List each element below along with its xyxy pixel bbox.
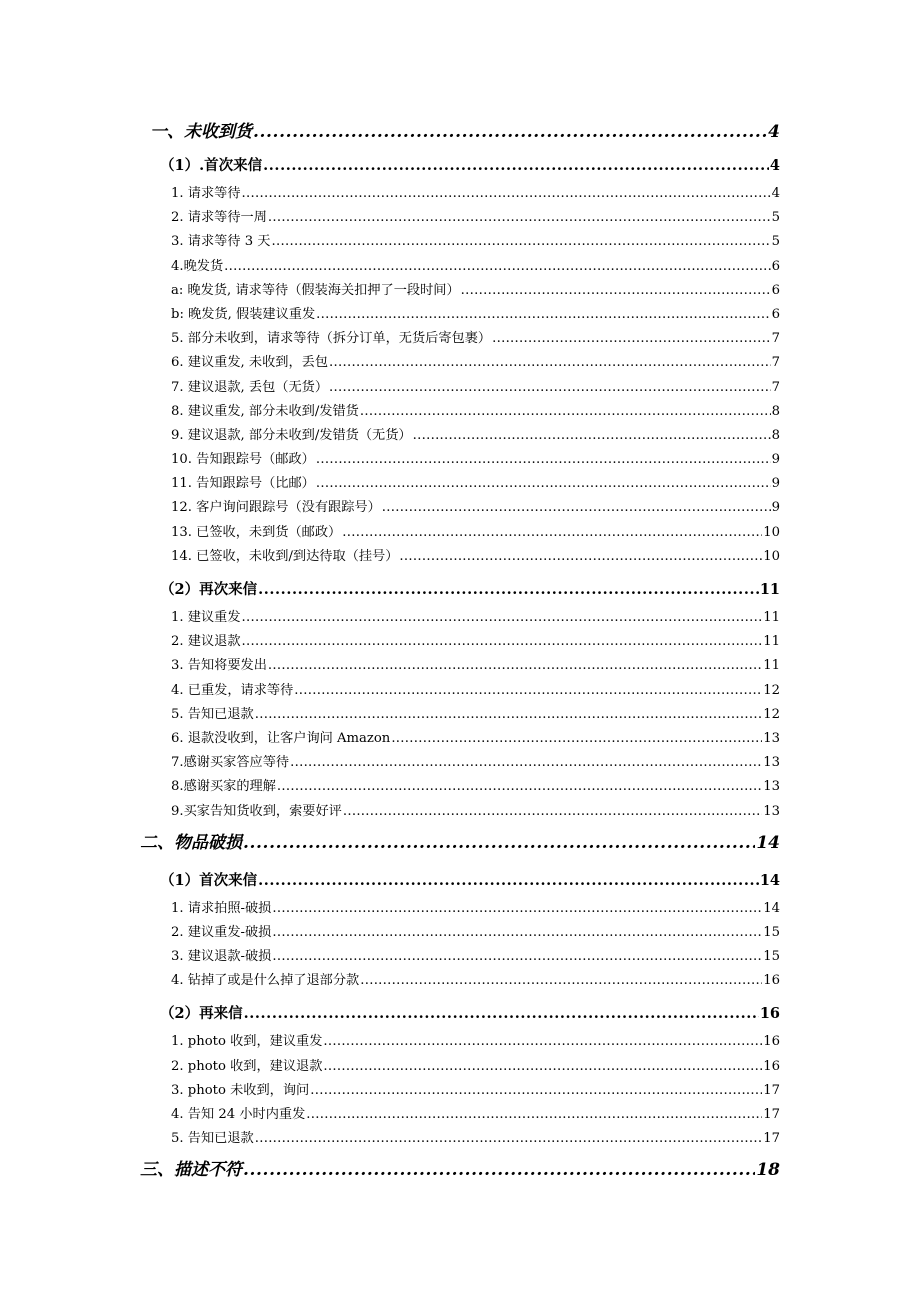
toc-item-entry[interactable] <box>140 703 780 727</box>
toc-entry-title: 9. 建议退款, 部分未收到/发错货（无货） <box>171 427 412 443</box>
toc-entry-page-number: 13 <box>763 779 780 795</box>
toc-entry-title: 6. 建议重发, 未收到，丢包 <box>171 355 329 371</box>
toc-entry-title: 2. photo 收到，建议退款 <box>171 1058 323 1074</box>
toc-dot-leader <box>329 376 771 400</box>
toc-entry-title: b: 晚发货, 假装建议重发 <box>171 306 316 322</box>
toc-entry-page-number: 16 <box>763 1034 780 1050</box>
toc-dot-leader <box>413 424 771 448</box>
toc-dot-leader <box>492 327 771 351</box>
toc-item-entry[interactable] <box>140 969 780 993</box>
toc-entry-page-number: 15 <box>763 924 780 940</box>
toc-item-entry[interactable] <box>140 921 780 945</box>
toc-entry-title: 三、描述不符 <box>140 1160 242 1181</box>
toc-item-entry[interactable] <box>140 472 780 496</box>
toc-section-entry[interactable] <box>140 149 780 182</box>
toc-entry-title: 3. 请求等待 3 天 <box>171 234 271 250</box>
toc-item-entry[interactable] <box>140 327 780 351</box>
toc-dot-leader <box>224 255 770 279</box>
toc-item-entry[interactable] <box>140 945 780 969</box>
toc-entry-title: （2）再次来信 <box>160 581 258 598</box>
toc-item-entry[interactable] <box>140 424 780 448</box>
toc-dot-leader <box>461 279 771 303</box>
toc-entry-page-number: 13 <box>763 730 780 746</box>
toc-section-entry[interactable] <box>140 573 780 606</box>
toc-entry-page-number: 13 <box>763 755 780 771</box>
toc-item-entry[interactable] <box>140 400 780 424</box>
toc-item-entry[interactable] <box>140 1079 780 1103</box>
toc-item-entry[interactable] <box>140 1055 780 1079</box>
toc-entry-page-number: 9 <box>771 476 780 492</box>
toc-dot-leader <box>290 751 762 775</box>
toc-dot-leader <box>258 573 759 606</box>
toc-entry-page-number: 4 <box>768 122 780 142</box>
toc-entry-title: 3. photo 未收到，询问 <box>171 1082 310 1098</box>
toc-dot-leader <box>316 303 770 327</box>
toc-item-entry[interactable] <box>140 545 780 569</box>
toc-dot-leader <box>255 703 763 727</box>
toc-entry-title: 4. 已重发，请求等待 <box>171 682 294 698</box>
toc-entry-title: 12. 客户询问跟踪号（没有跟踪号） <box>171 500 381 516</box>
toc-chapter-entry[interactable] <box>140 826 780 860</box>
toc-entry-page-number: 4 <box>769 157 780 174</box>
toc-entry-page-number: 6 <box>771 258 780 274</box>
toc-dot-leader <box>360 969 762 993</box>
toc-dot-leader <box>277 775 762 799</box>
toc-dot-leader <box>272 921 762 945</box>
toc-entry-title: 10. 告知跟踪号（邮政） <box>171 452 315 468</box>
toc-dot-leader <box>382 496 771 520</box>
toc-item-entry[interactable] <box>140 279 780 303</box>
toc-dot-leader <box>268 206 771 230</box>
toc-entry-page-number: 7 <box>771 379 780 395</box>
toc-item-entry[interactable] <box>140 230 780 254</box>
toc-entry-title: 1. 请求等待 <box>171 186 241 201</box>
toc-entry-page-number: 17 <box>763 1082 780 1098</box>
toc-section-entry[interactable] <box>140 864 780 897</box>
toc-entry-title: 7. 建议退款, 丢包（无货） <box>171 379 329 395</box>
toc-entry-title: 2. 请求等待一周 <box>171 210 267 226</box>
toc-dot-leader <box>243 826 755 860</box>
toc-entry-title: 13. 已签收，未到货（邮政） <box>171 524 342 540</box>
toc-entry-page-number: 5 <box>771 210 780 226</box>
toc-entry-title: 1. photo 收到，建议重发 <box>171 1034 323 1050</box>
toc-item-entry[interactable] <box>140 351 780 375</box>
toc-entry-title: 5. 告知已退款 <box>171 706 254 722</box>
toc-item-entry[interactable] <box>140 255 780 279</box>
toc-dot-leader <box>310 1079 762 1103</box>
toc-entry-page-number: 6 <box>771 306 780 322</box>
toc-entry-page-number: 16 <box>763 973 780 989</box>
toc-item-entry[interactable] <box>140 679 780 703</box>
toc-item-entry[interactable] <box>140 182 780 206</box>
toc-dot-leader <box>329 351 771 375</box>
toc-item-entry[interactable] <box>140 751 780 775</box>
toc-dot-leader <box>242 606 763 630</box>
toc-entry-title: 4.晚发货 <box>171 258 224 274</box>
toc-item-entry[interactable] <box>140 630 780 654</box>
toc-entry-title: 5. 部分未收到，请求等待（拆分订单，无货后寄包裹） <box>171 331 492 347</box>
toc-chapter-entry[interactable] <box>140 1153 780 1187</box>
toc-entry-page-number: 18 <box>756 1160 780 1181</box>
toc-dot-leader <box>342 521 762 545</box>
toc-entry-title: 8. 建议重发, 部分未收到/发错货 <box>171 403 359 419</box>
toc-item-entry[interactable] <box>140 654 780 678</box>
toc-dot-leader <box>253 115 767 149</box>
toc-dot-leader <box>399 545 762 569</box>
toc-entry-title: 9.买家告知货收到，索要好评 <box>171 803 342 819</box>
toc-entry-title: 1. 建议重发 <box>171 610 241 625</box>
toc-entry-title: （1）.首次来信 <box>160 157 263 174</box>
toc-item-entry[interactable] <box>140 303 780 327</box>
toc-item-entry[interactable] <box>140 606 780 630</box>
toc-item-entry[interactable] <box>140 800 780 824</box>
toc-item-entry[interactable] <box>140 448 780 472</box>
toc-entry-title: （2）再来信 <box>160 1005 243 1023</box>
toc-entry-page-number: 9 <box>771 452 780 468</box>
toc-dot-leader <box>242 630 763 654</box>
toc-item-entry[interactable] <box>140 1030 780 1054</box>
toc-entry-title: 2. 建议重发-破损 <box>171 924 272 940</box>
toc-entry-page-number: 11 <box>763 658 780 674</box>
toc-entry-page-number: 16 <box>763 1058 780 1074</box>
toc-dot-leader <box>263 149 769 182</box>
toc-entry-title: 5. 告知已退款 <box>171 1131 254 1147</box>
toc-dot-leader <box>316 472 771 496</box>
toc-entry-page-number: 12 <box>763 706 780 722</box>
toc-entry-page-number: 14 <box>759 871 780 889</box>
toc-entry-title: 2. 建议退款 <box>171 634 241 650</box>
toc-dot-leader <box>316 448 771 472</box>
toc-entry-page-number: 13 <box>763 803 780 819</box>
toc-chapter-entry[interactable] <box>140 115 780 149</box>
toc-dot-leader <box>272 945 762 969</box>
toc-entry-title: 6. 退款没收到，让客户询问 Amazon <box>171 730 391 746</box>
toc-entry-title: 8.感谢买家的理解 <box>171 779 276 795</box>
toc-entry-title: 4. 钻掉了或是什么掉了退部分款 <box>171 973 360 989</box>
toc-entry-title: 二、物品破损 <box>140 832 242 853</box>
toc-entry-page-number: 8 <box>771 427 780 443</box>
toc-entry-page-number: 17 <box>763 1107 780 1122</box>
toc-entry-title: 7.感谢买家答应等待 <box>171 755 290 771</box>
table-of-contents <box>140 115 780 1187</box>
toc-entry-page-number: 14 <box>756 832 780 853</box>
toc-dot-leader <box>360 400 771 424</box>
toc-entry-page-number: 8 <box>771 403 780 419</box>
toc-item-entry[interactable] <box>140 775 780 799</box>
toc-entry-title: 3. 告知将要发出 <box>171 658 267 674</box>
toc-entry-page-number: 11 <box>759 581 780 598</box>
toc-section-entry[interactable] <box>140 997 780 1030</box>
toc-entry-page-number: 4 <box>771 186 780 201</box>
toc-entry-page-number: 7 <box>771 355 780 371</box>
toc-entry-page-number: 5 <box>771 234 780 250</box>
toc-entry-title: 3. 建议退款-破损 <box>171 949 272 965</box>
toc-entry-title: 一、未收到货 <box>150 122 252 142</box>
toc-dot-leader <box>391 727 762 751</box>
toc-dot-leader <box>268 654 762 678</box>
toc-entry-page-number: 7 <box>771 331 780 347</box>
toc-dot-leader <box>272 230 771 254</box>
toc-dot-leader <box>258 864 759 897</box>
toc-entry-title: 1. 请求拍照-破损 <box>171 900 272 916</box>
toc-dot-leader <box>255 1127 763 1151</box>
toc-dot-leader <box>294 679 762 703</box>
toc-entry-page-number: 9 <box>771 500 780 516</box>
toc-item-entry[interactable] <box>140 1127 780 1151</box>
toc-entry-page-number: 14 <box>763 900 780 916</box>
toc-entry-title: 11. 告知跟踪号（比邮） <box>171 476 315 492</box>
toc-item-entry[interactable] <box>140 1103 780 1127</box>
toc-item-entry[interactable] <box>140 206 780 230</box>
toc-entry-page-number: 17 <box>763 1131 780 1147</box>
toc-dot-leader <box>306 1103 762 1127</box>
toc-entry-page-number: 15 <box>763 949 780 965</box>
toc-entry-page-number: 16 <box>759 1005 780 1023</box>
toc-entry-page-number: 12 <box>763 682 780 698</box>
toc-entry-title: a: 晚发货, 请求等待（假装海关扣押了一段时间） <box>171 282 460 298</box>
toc-item-entry[interactable] <box>140 727 780 751</box>
toc-entry-page-number: 11 <box>763 634 780 650</box>
toc-entry-title: （1）首次来信 <box>160 871 258 889</box>
toc-entry-page-number: 6 <box>771 282 780 298</box>
toc-dot-leader <box>243 1153 755 1187</box>
toc-dot-leader <box>244 997 759 1030</box>
toc-item-entry[interactable] <box>140 897 780 921</box>
toc-dot-leader <box>272 897 762 921</box>
toc-dot-leader <box>323 1055 762 1079</box>
toc-entry-page-number: 10 <box>763 524 780 540</box>
toc-entry-title: 14. 已签收，未收到/到达待取（挂号） <box>171 548 399 564</box>
toc-item-entry[interactable] <box>140 521 780 545</box>
toc-item-entry[interactable] <box>140 376 780 400</box>
toc-entry-page-number: 10 <box>763 548 780 564</box>
toc-dot-leader <box>343 800 762 824</box>
toc-entry-page-number: 11 <box>763 610 780 625</box>
toc-item-entry[interactable] <box>140 496 780 520</box>
toc-dot-leader <box>323 1030 762 1054</box>
toc-entry-title: 4. 告知 24 小时内重发 <box>171 1107 306 1122</box>
toc-dot-leader <box>242 182 771 206</box>
